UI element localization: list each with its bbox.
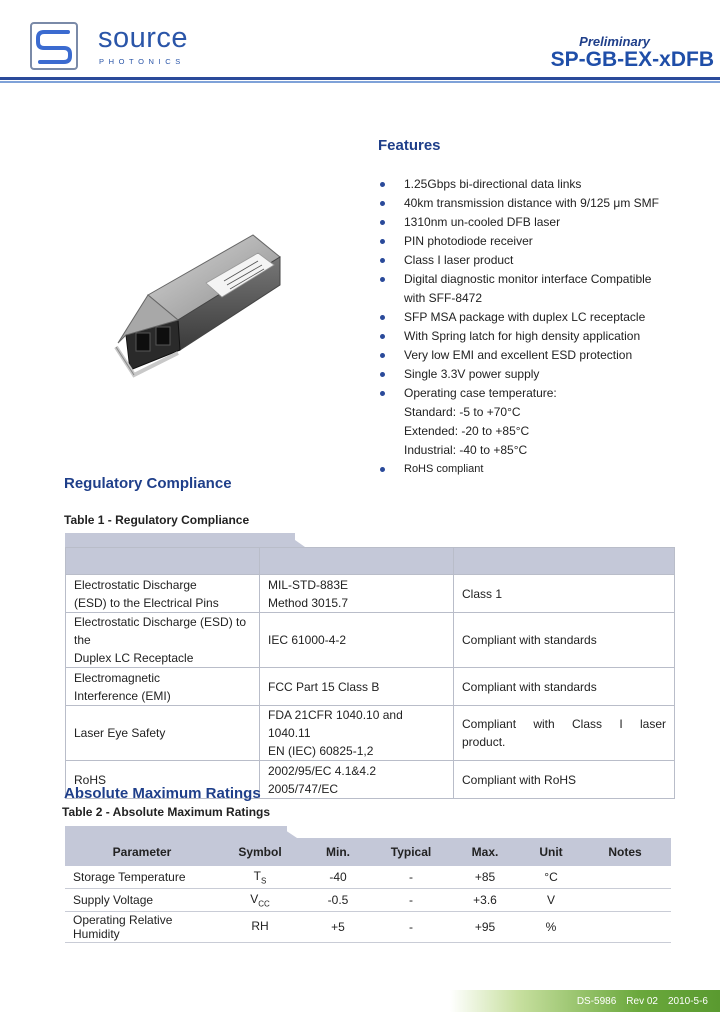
table1-caption: Table 1 - Regulatory Compliance bbox=[64, 513, 250, 527]
ratings-heading: Absolute Maximum Ratings bbox=[64, 785, 261, 802]
logo-subtitle: PHOTONICS bbox=[99, 57, 185, 66]
logo-mark-icon bbox=[30, 22, 78, 70]
bullet-icon bbox=[380, 372, 385, 377]
list-item-continuation: Extended: -20 to +85°C bbox=[404, 424, 530, 438]
list-item: 1.25Gbps bi-directional data links bbox=[380, 175, 700, 194]
features-heading: Features bbox=[378, 137, 441, 154]
bullet-icon bbox=[380, 467, 385, 472]
bullet-icon bbox=[380, 239, 385, 244]
bullet-icon bbox=[380, 277, 385, 282]
list-item-continuation: Standard: -5 to +70°C bbox=[404, 405, 521, 419]
list-item: Very low EMI and excellent ESD protection bbox=[380, 346, 700, 365]
features-list bbox=[380, 175, 700, 479]
header-rule bbox=[0, 77, 720, 80]
date: 2010-5-6 bbox=[667, 996, 708, 1007]
list-item: SFP MSA package with duplex LC receptacle bbox=[380, 308, 700, 327]
preliminary-label: Preliminary bbox=[579, 34, 650, 49]
list-item: Digital diagnostic monitor interface Compatible bbox=[380, 270, 700, 289]
logo-wordmark: source bbox=[98, 22, 189, 54]
table-row: Electrostatic Discharge (ESD) to the Electrical Pins MIL-STD-883E Method 3015.7 Class 1 bbox=[66, 575, 675, 613]
table-tab bbox=[65, 826, 671, 838]
bullet-icon bbox=[380, 258, 385, 263]
list-item: Class I laser product bbox=[380, 251, 700, 270]
model-title: SP-GB-EX-xDFB bbox=[550, 48, 714, 71]
header-rule-light bbox=[0, 81, 720, 83]
list-item: Operating case temperature: bbox=[380, 384, 700, 403]
sfp-module-image bbox=[108, 225, 288, 405]
list-item-continuation: Industrial: -40 to +85°C bbox=[404, 443, 528, 457]
list-item: PIN photodiode receiver bbox=[380, 232, 700, 251]
table-row: Storage Temperature $T_S$ -40 - +85 °C bbox=[65, 866, 671, 889]
table2-caption: Table 2 - Absolute Maximum Ratings bbox=[62, 805, 271, 819]
list-item: Single 3.3V power supply bbox=[380, 365, 700, 384]
bullet-icon bbox=[380, 391, 385, 396]
list-item: 40km transmission distance with 9/125 μm SMF bbox=[380, 194, 700, 213]
bullet-icon bbox=[380, 353, 385, 358]
table-header-row: Parameter Symbol Min. Typical Max. Unit Notes bbox=[65, 838, 671, 866]
bullet-icon bbox=[380, 182, 385, 187]
list-item-continuation: with SFF-8472 bbox=[404, 291, 483, 305]
table-row: Operating Relative Humidity RH +5 - +95 % bbox=[65, 912, 671, 943]
bullet-icon bbox=[380, 315, 385, 320]
regulatory-heading: Regulatory Compliance bbox=[64, 475, 232, 492]
regulatory-table bbox=[65, 533, 675, 799]
table-header-row bbox=[66, 548, 675, 575]
doc-number: DS-5986 bbox=[576, 996, 617, 1007]
table-row: Electrostatic Discharge (ESD) to the Duplex LC Receptacle IEC 61000-4-2 Compliant with standards bbox=[66, 613, 675, 668]
ratings-table bbox=[65, 826, 671, 943]
table-tab bbox=[65, 533, 675, 547]
list-item: 1310nm un-cooled DFB laser bbox=[380, 213, 700, 232]
table-row: Laser Eye Safety FDA 21CFR 1040.10 and 1040.11 EN (IEC) 60825-1,2 Compliant with Class I laser product. bbox=[66, 706, 675, 761]
table-row: RoHS 2002/95/EC 4.1&4.2 2005/747/EC Compliant with RoHS bbox=[66, 761, 675, 799]
bullet-icon bbox=[380, 334, 385, 339]
bullet-icon bbox=[380, 220, 385, 225]
revision: Rev 02 bbox=[626, 996, 658, 1007]
bullet-icon bbox=[380, 201, 385, 206]
list-item: With Spring latch for high density application bbox=[380, 327, 700, 346]
table-row: Supply Voltage $V_{CC}$ -0.5 - +3.6 V bbox=[65, 889, 671, 912]
footer-info bbox=[567, 996, 708, 1007]
list-item: RoHS compliant bbox=[380, 460, 700, 479]
table-row: Electromagnetic Interference (EMI) FCC Part 15 Class B Compliant with standards bbox=[66, 668, 675, 706]
